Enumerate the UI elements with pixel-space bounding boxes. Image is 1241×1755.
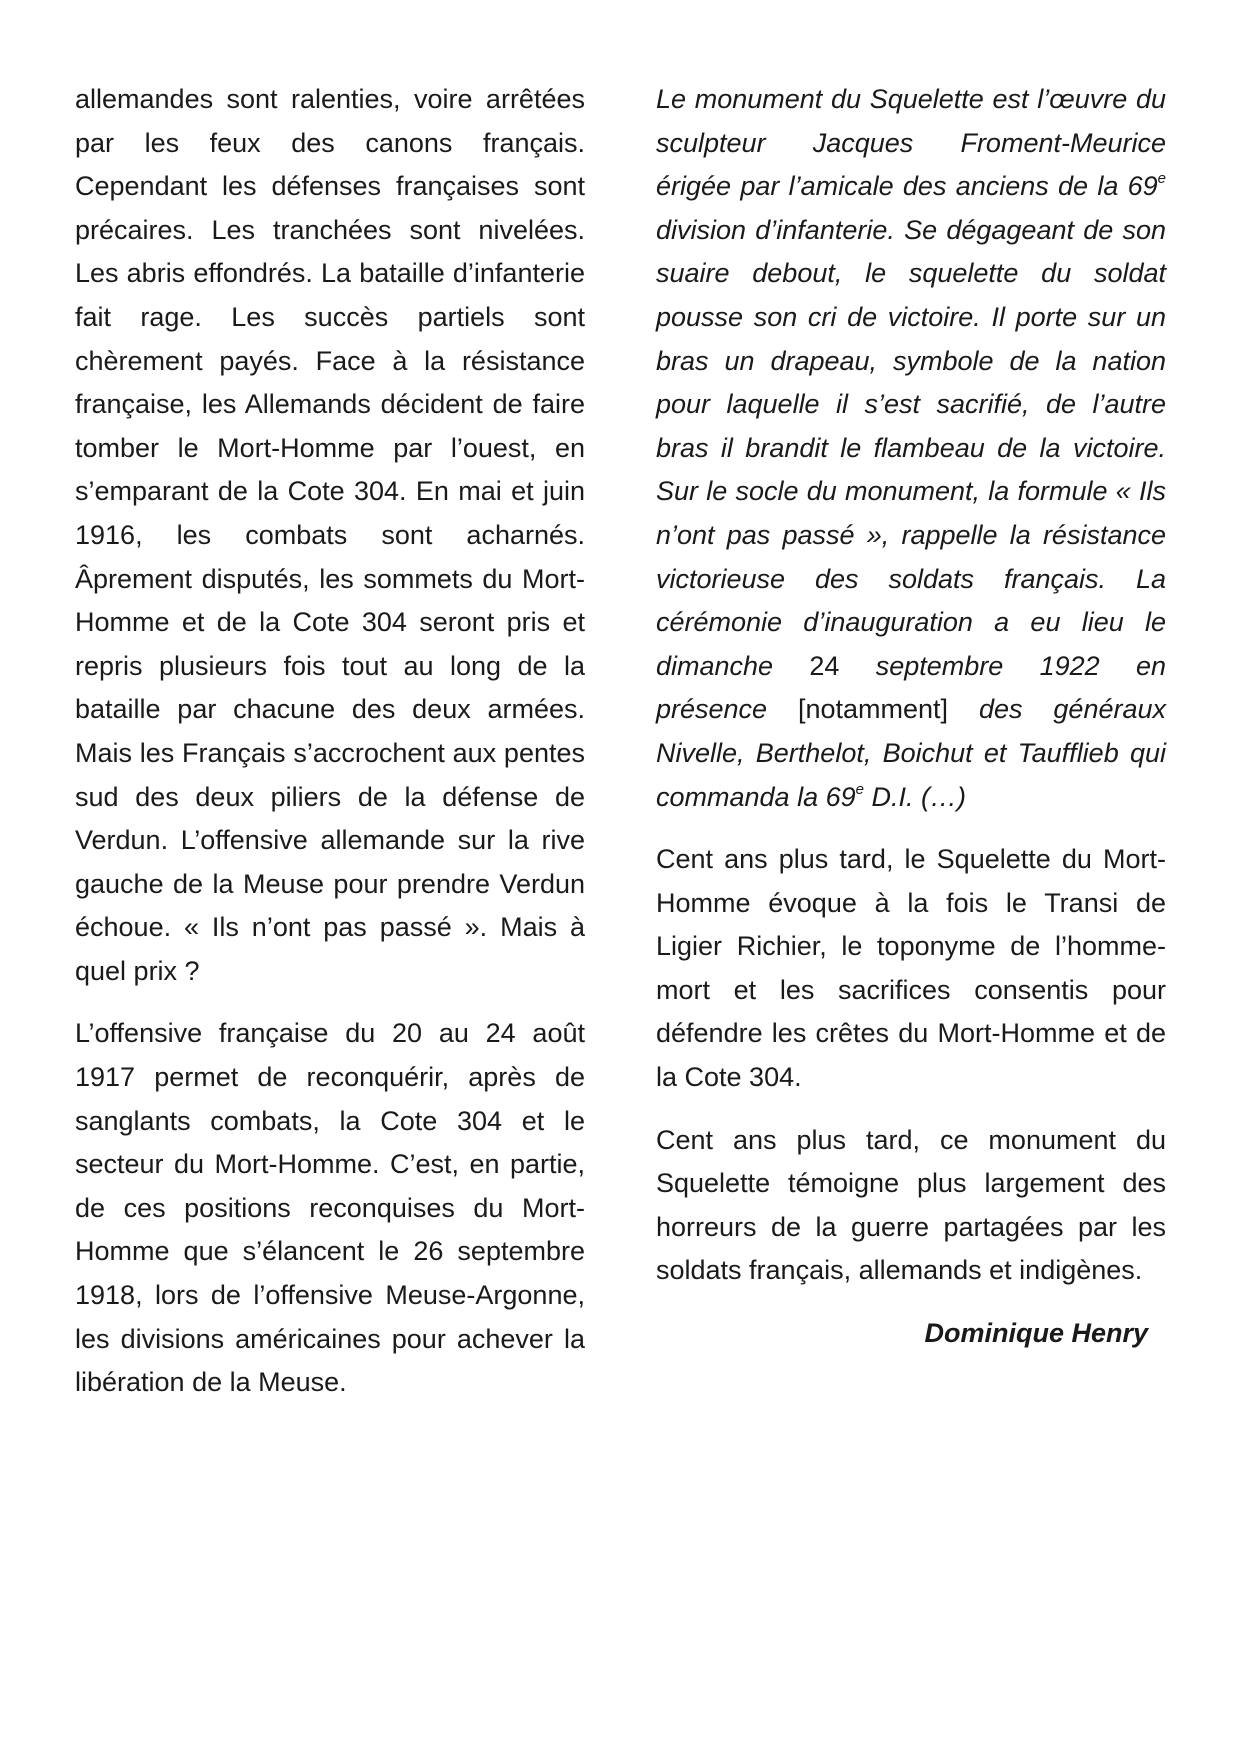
quote-segment: des généraux Nivelle, Berthelot, Boichut et Taufflieb qui commanda la 69 [656,694,1166,812]
left-column [75,78,585,1424]
right-column [656,78,1166,1375]
ordinal-superscript: e [1157,170,1166,188]
quote-segment: division d’infanterie. Se dégageant de son suaire debout, le squelette du soldat pousse son cri de victoire. Il porte sur un bras un drapeau, symbole de la nation pour laquelle il s’est sacrifié, de l’autre bras il brandit le flambeau de la victoire. Sur le socle du monument, la formule « Ils n’ont pas passé », rappelle la résistance victorieuse des soldats français. La cérémonie d’inauguration a eu lieu le dimanche [656,214,1166,681]
author-signature: Dominique Henry [924,1318,1148,1349]
ordinal-superscript: e [855,780,864,798]
paragraph-mort-homme-battle: allemandes sont ralenties, voire arrêtées par les feux des canons français. Cependant les défenses françaises sont précaires. Les tranchées sont nivelées. Les abris effondrés. La bataille d’infanterie fait rage. Les succès partiels sont chèrement payés. Face à la résistance française, les Allemands décident de faire tomber le Mort-Homme par l’ouest, en s’emparant de la Cote 304. En mai et juin 1916, les combats sont acharnés. Âprement disputés, les sommets du Mort-Homme et de la Cote 304 seront pris et repris plusieurs fois tout au long de la bataille par chacune des deux armées. Mais les Français s’accrochent aux pentes sud des deux piliers de la défense de Verdun. L’offensive allemande sur la rive gauche de la Meuse pour prendre Verdun échoue. « Ils n’ont pas passé ». Mais à quel prix ? [75,84,585,986]
quote-segment: septembre 1922 en présence [656,650,1166,725]
quote-monument-description [656,78,1166,819]
quote-editorial-insertion: [notamment] [797,694,949,725]
paragraph-french-offensive-1917: L’offensive française du 20 au 24 août 1917 permet de reconquérir, après de sanglants combats, la Cote 304 et le secteur du Mort-Homme. C’est, en partie, de ces positions reconquises du Mort-Homme que s’élancent le 26 septembre 1918, lors de l’offensive Meuse-Argonne, les divisions américaines pour achever la libération de la Meuse. [75,1018,585,1398]
quote-segment-upright: 24 [809,650,840,681]
quote-segment: Le monument du Squelette est l’œuvre du sculpteur Jacques Froment-Meurice érigée par l’amicale des anciens de la 69 [656,84,1166,202]
paragraph-squelette-evokes: Cent ans plus tard, le Squelette du Mort-Homme évoque à la fois le Transi de Ligier Richier, le toponyme de l’homme-mort et les sacrifices consentis pour défendre les crêtes du Mort-Homme et de la Cote 304. [656,844,1166,1093]
paragraph-squelette-testifies: Cent ans plus tard, ce monument du Squelette témoigne plus largement des horreurs de la guerre partagées par les soldats français, allemands et indigènes. [656,1124,1166,1286]
quote-segment: D.I. (…) [863,781,966,812]
